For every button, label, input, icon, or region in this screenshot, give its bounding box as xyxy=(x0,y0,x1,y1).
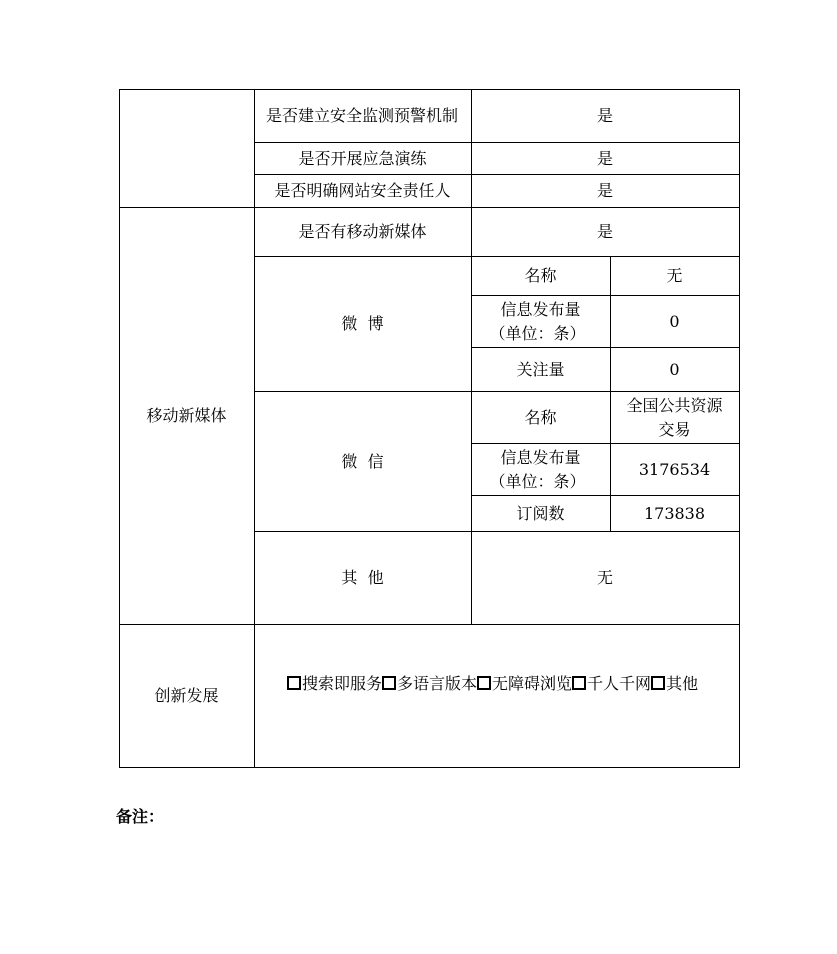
responsible-value: 是 xyxy=(596,181,613,200)
option-personalized[interactable]: 千人千网 xyxy=(572,674,651,693)
drill-value: 是 xyxy=(596,148,613,168)
weixin-name-value: 全国公共资源 交易 xyxy=(626,395,723,439)
option-multilingual[interactable]: 多语言版本 xyxy=(382,674,477,693)
weixin-label: 微 信 xyxy=(341,451,384,471)
checkbox-icon[interactable] xyxy=(651,676,665,690)
responsible-label: 是否明确网站安全责任人 xyxy=(274,181,451,200)
weixin-posts-label: 信息发布量 （单位：条） xyxy=(489,447,586,491)
monitoring-label: 是否建立安全监测预警机制 xyxy=(265,106,458,125)
weixin-name-label: 名称 xyxy=(524,407,557,427)
has-mobile-label: 是否有移动新媒体 xyxy=(298,222,427,241)
weixin-subs-value: 173838 xyxy=(643,503,706,523)
weibo-posts-value: 0 xyxy=(669,311,680,331)
weibo-posts-label: 信息发布量 （单位：条） xyxy=(489,299,586,343)
weibo-follow-value: 0 xyxy=(669,359,680,379)
innovation-title: 创新发展 xyxy=(154,686,219,705)
weibo-name-value: 无 xyxy=(666,266,683,285)
weibo-name-label: 名称 xyxy=(524,266,557,285)
drill-label: 是否开展应急演练 xyxy=(298,148,427,168)
has-mobile-value: 是 xyxy=(596,222,613,241)
mobile-section-title: 移动新媒体 xyxy=(146,406,227,425)
other-label: 其 他 xyxy=(341,568,384,587)
weixin-subs-label: 订阅数 xyxy=(516,503,565,523)
weibo-follow-label: 关注量 xyxy=(516,359,565,379)
option-accessibility[interactable]: 无障碍浏览 xyxy=(477,674,572,693)
weibo-label: 微 博 xyxy=(341,314,384,333)
weixin-posts-value: 3176534 xyxy=(638,459,711,479)
option-search-as-service[interactable]: 搜索即服务 xyxy=(287,674,382,693)
checkbox-icon[interactable] xyxy=(382,676,396,690)
note-label: 备注： xyxy=(116,807,165,826)
other-value: 无 xyxy=(596,568,613,587)
monitoring-value: 是 xyxy=(596,106,613,125)
checkbox-icon[interactable] xyxy=(572,676,586,690)
innovation-options xyxy=(287,672,698,696)
checkbox-icon[interactable] xyxy=(477,676,491,690)
checkbox-icon[interactable] xyxy=(287,676,301,690)
option-other[interactable]: 其他 xyxy=(651,674,698,693)
